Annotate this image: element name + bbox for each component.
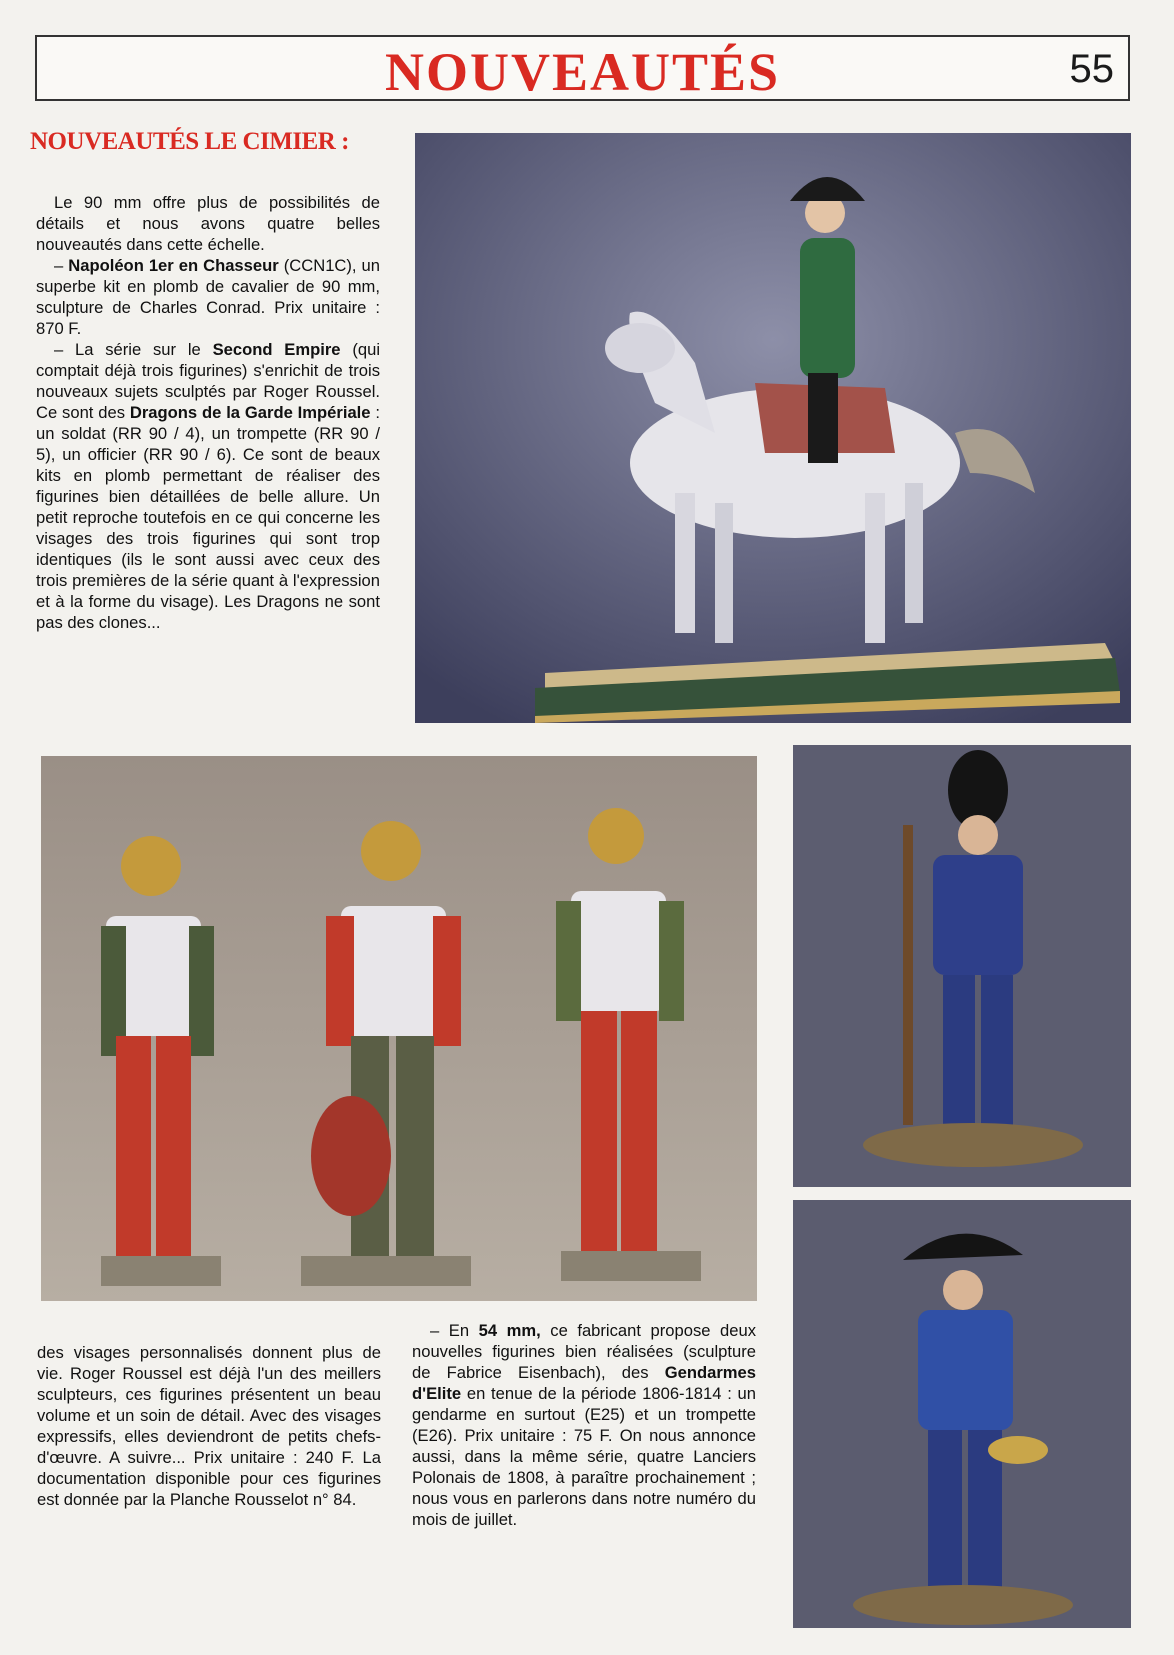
scale-54mm: 54 mm, bbox=[478, 1321, 541, 1340]
napoleon-name: Napoléon 1er en Chasseur bbox=[68, 256, 279, 275]
gendarmes-paragraph bbox=[412, 1320, 756, 1530]
napoleon-text: (CCN1C), un superbe kit en plomb de cavalier de 90 mm, sculpture de Charles Conrad. Prix unitaire : 870 F. bbox=[36, 256, 380, 338]
napoleon-paragraph: – Napoléon 1er en Chasseur (CCN1C), un superbe kit en plomb de cavalier de 90 mm, sculpture de Charles Conrad. Prix unitaire : 870 F. bbox=[36, 256, 380, 338]
article-column-3 bbox=[412, 1320, 756, 1530]
gendarme-photo bbox=[793, 745, 1131, 1187]
article-column-1 bbox=[36, 192, 380, 633]
dragons-paragraph bbox=[36, 339, 380, 633]
napoleon-horse-photo bbox=[415, 133, 1131, 723]
article-column-2 bbox=[37, 1342, 381, 1510]
dragons-text: : un soldat (RR 90 / 4), un trompette (RR 90 / 5), un officier (RR 90 / 6). Ce sont de beaux kits en plomb permettant de réaliser des figurines bien détaillées de belle allure. Un petit reproche toutefois en ce qui concerne les visages des trois figurines qui sont trop identiques (ils le sont aussi avec ceux des trois premières de la série quant à l'expression et à la forme du visage). Les Dragons ne sont pas des clones... bbox=[36, 403, 380, 632]
intro-paragraph: Le 90 mm offre plus de possibilités de détails et nous avons quatre belles nouveautés dans cette échelle. bbox=[36, 193, 380, 254]
serie-text-b: (qui comptait déjà trois figurines) s'enrichit de trois nouveaux sujets sculptés par Roger Roussel. Ce sont des bbox=[36, 340, 381, 422]
second-empire: Second Empire bbox=[212, 340, 341, 359]
page-number: 55 bbox=[1069, 47, 1114, 91]
trumpeter-photo bbox=[793, 1200, 1131, 1628]
serie-text-a: – La série sur le bbox=[54, 340, 213, 359]
continued-paragraph: des visages personnalisés donnent plus de vie. Roger Roussel est déjà l'un des meillers sculpteurs, ces figurines présentent un beau volume et un soin de détail. Avec des visages expressifs, elles deviendront de petits chefs-d'œuvre. A suivre... Prix unitaire : 240 F. La documentation disponible pour ces figurines est donnée par la Planche Rousselot n° 84. bbox=[37, 1343, 381, 1509]
page-header bbox=[35, 35, 1130, 101]
gendarmes-name: Gendarmes d'Elite bbox=[412, 1363, 756, 1403]
col3-text-b: ce fabricant propose deux nouvelles figurines bien réalisées (sculpture de Fabrice Eisenbach), des bbox=[412, 1321, 757, 1382]
col3-text-a: – En bbox=[430, 1321, 479, 1340]
col3-text-c: en tenue de la période 1806-1814 : un gendarme en surtout (E25) et un trompette (E26). Prix unitaire : 75 F. On nous annonce aussi, dans la même série, quatre Lanciers Polonais de 1808, à paraître prochainement ; nous vous en parlerons dans notre numéro du mois de juillet. bbox=[412, 1384, 756, 1529]
page-title: NOUVEAUTÉS bbox=[384, 42, 781, 102]
dragons-name: Dragons de la Garde Impériale bbox=[129, 403, 371, 422]
dragoons-photo bbox=[41, 756, 757, 1301]
section-title: NOUVEAUTÉS LE CIMIER : bbox=[30, 128, 349, 155]
